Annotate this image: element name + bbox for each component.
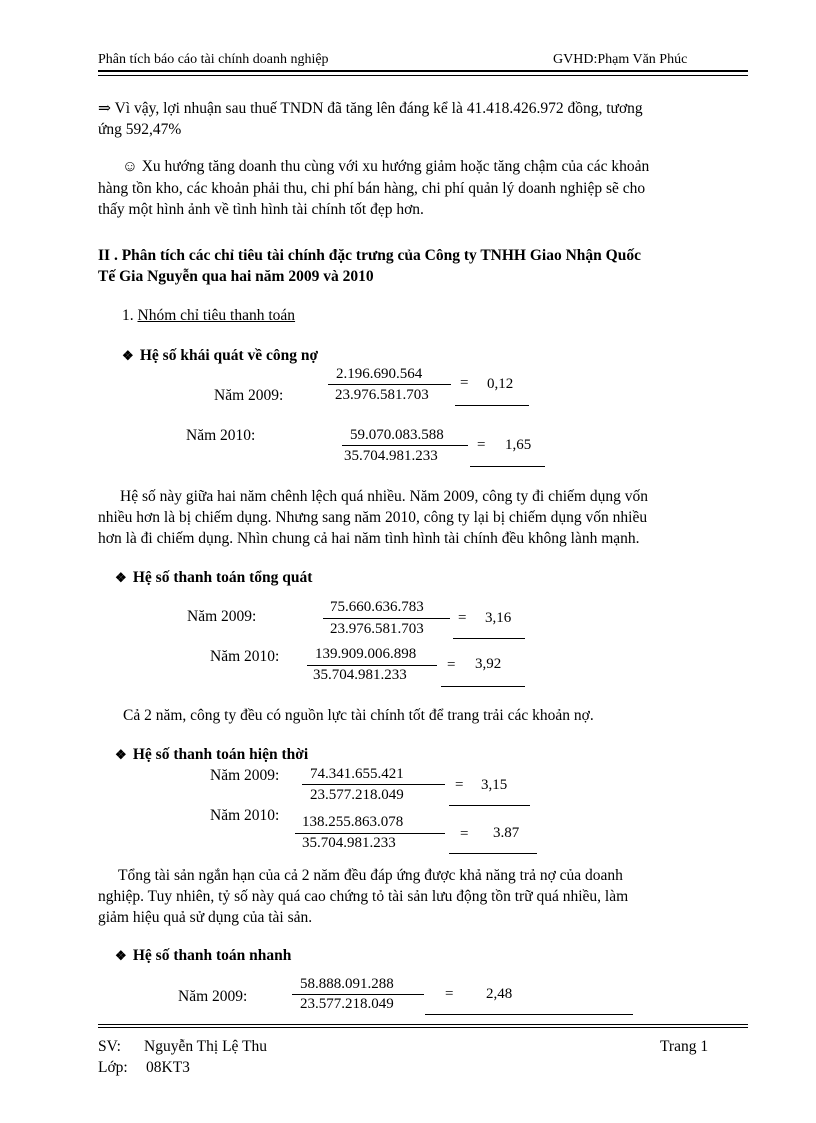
footer-page-number: Trang 1 [660, 1038, 709, 1055]
para2-text-1: Xu hướng tăng doanh thu cùng với xu hướng giảm hoặc tăng chậm của các khoản [141, 158, 650, 175]
section-title-line-1: II . Phân tích các chỉ tiêu tài chính đặc trưng của Công ty TNHH Giao Nhận Quốc [98, 247, 641, 264]
equals-sign: = [477, 437, 486, 453]
general-2010-denominator: 35.704.981.233 [313, 667, 407, 683]
general-2010-label: Năm 2010: [210, 648, 280, 665]
result-underline [425, 1014, 633, 1015]
current-2009-denominator: 23.577.218.049 [310, 787, 404, 803]
general-ratio-title: Hệ số thanh toán tổng quát [132, 569, 313, 586]
debt-comment-line-1: Hệ số này giữa hai năm chênh lệch quá nhiều. Năm 2009, công ty đi chiếm dụng vốn [120, 488, 648, 505]
header-left: Phân tích báo cáo tài chính doanh nghiệp [98, 52, 329, 67]
intro-text-1: Vì vậy, lợi nhuận sau thuế TNDN đã tăng lên đáng kể là 41.418.426.972 đồng, tương [114, 100, 643, 117]
equals-sign: = [460, 826, 469, 842]
current-2009-result: 3,15 [481, 777, 508, 793]
fraction-bar [323, 618, 450, 619]
para2-line-3: thấy một hình ảnh về tình hình tài chính tốt đẹp hơn. [98, 201, 424, 218]
header-rule [98, 70, 748, 76]
result-underline [470, 466, 545, 467]
current-2010-denominator: 35.704.981.233 [302, 835, 396, 851]
section-title-line-2: Tế Gia Nguyễn qua hai năm 2009 và 2010 [98, 268, 374, 285]
diamond-bullet-icon: ❖ [115, 948, 127, 963]
group-number: 1. [122, 307, 138, 324]
footer-sv-label: SV: [98, 1038, 121, 1055]
fraction-bar [328, 384, 451, 385]
result-underline [449, 853, 537, 854]
debt-2009-label: Năm 2009: [214, 387, 284, 404]
current-comment-line-2: nghiệp. Tuy nhiên, tỷ số này quá cao chứng tỏ tài sản lưu động tồn trữ quá nhiều, làm [98, 888, 629, 905]
fraction-bar [292, 994, 424, 995]
current-2009-label: Năm 2009: [210, 767, 280, 784]
current-2010-label: Năm 2010: [210, 807, 280, 824]
current-2009-numerator: 74.341.655.421 [310, 766, 404, 782]
para2-line-2: hàng tồn kho, các khoản phải thu, chi phí bán hàng, chi phí quản lý doanh nghiệp sẽ cho [98, 180, 646, 197]
footer-class-value: 08KT3 [146, 1059, 190, 1076]
group-title: Nhóm chỉ tiêu thanh toán [137, 307, 296, 324]
implies-arrow-icon: ⇒ [98, 100, 111, 117]
header-right: GVHD:Phạm Văn Phúc [553, 52, 688, 67]
current-2010-result: 3.87 [493, 825, 520, 841]
general-2009-denominator: 23.976.581.703 [330, 621, 424, 637]
general-2010-result: 3,92 [475, 656, 502, 672]
debt-comment-line-2: nhiều hơn là bị chiếm dụng. Nhưng sang năm 2010, công ty lại bị chiếm dụng vốn nhiều [98, 509, 648, 526]
group-heading [122, 305, 295, 326]
footer-student-name: Nguyễn Thị Lệ Thu [144, 1038, 267, 1055]
current-ratio-heading [115, 744, 308, 765]
fraction-bar [295, 833, 445, 834]
equals-sign: = [447, 657, 456, 673]
equals-sign: = [460, 375, 469, 391]
current-2010-numerator: 138.255.863.078 [302, 814, 404, 830]
diamond-bullet-icon: ❖ [115, 570, 127, 585]
general-2009-numerator: 75.660.636.783 [330, 599, 424, 615]
fraction-bar [302, 784, 445, 785]
current-comment-line-3: giảm hiệu quả sử dụng của tài sản. [98, 909, 313, 926]
general-2009-result: 3,16 [485, 610, 512, 626]
quick-ratio-heading [115, 945, 291, 966]
equals-sign: = [445, 986, 454, 1002]
debt-2009-numerator: 2.196.690.564 [336, 366, 423, 382]
debt-ratio-title: Hệ số khái quát về công nợ [139, 347, 319, 364]
debt-2010-numerator: 59.070.083.588 [350, 427, 444, 443]
result-underline [453, 638, 525, 639]
quick-ratio-title: Hệ số thanh toán nhanh [132, 947, 292, 964]
quick-2009-label: Năm 2009: [178, 988, 248, 1005]
quick-2009-denominator: 23.577.218.049 [300, 996, 394, 1012]
debt-2009-denominator: 23.976.581.703 [335, 387, 429, 403]
diamond-bullet-icon: ❖ [115, 747, 127, 762]
debt-2010-label: Năm 2010: [186, 427, 256, 444]
quick-2009-result: 2,48 [486, 986, 513, 1002]
result-underline [449, 805, 530, 806]
debt-2010-result: 1,65 [505, 437, 532, 453]
fraction-bar [342, 445, 468, 446]
para2-line-1 [122, 156, 649, 177]
general-2010-numerator: 139.909.006.898 [315, 646, 417, 662]
debt-2009-result: 0,12 [487, 376, 514, 392]
current-ratio-title: Hệ số thanh toán hiện thời [132, 746, 309, 763]
general-2009-label: Năm 2009: [187, 608, 257, 625]
result-underline [455, 405, 529, 406]
general-ratio-heading [115, 567, 312, 588]
fraction-bar [307, 665, 437, 666]
debt-ratio-heading [122, 345, 318, 366]
debt-comment-line-3: hơn là đi chiếm dụng. Nhìn chung cả hai năm tình hình tài chính đều không lành mạnh. [98, 530, 640, 547]
equals-sign: = [455, 777, 464, 793]
intro-line-1 [98, 98, 643, 119]
smiley-icon: ☺ [122, 158, 138, 175]
result-underline [441, 686, 525, 687]
footer-class-label: Lớp: [98, 1059, 128, 1076]
equals-sign: = [458, 610, 467, 626]
quick-2009-numerator: 58.888.091.288 [300, 976, 394, 992]
diamond-bullet-icon: ❖ [122, 348, 134, 363]
general-comment: Cả 2 năm, công ty đều có nguồn lực tài chính tốt để trang trải các khoản nợ. [123, 707, 594, 724]
intro-line-2: ứng 592,47% [98, 121, 182, 138]
footer-rule [98, 1024, 748, 1028]
debt-2010-denominator: 35.704.981.233 [344, 448, 438, 464]
current-comment-line-1: Tổng tài sản ngắn hạn của cả 2 năm đều đáp ứng được khả năng trả nợ của doanh [118, 867, 623, 884]
